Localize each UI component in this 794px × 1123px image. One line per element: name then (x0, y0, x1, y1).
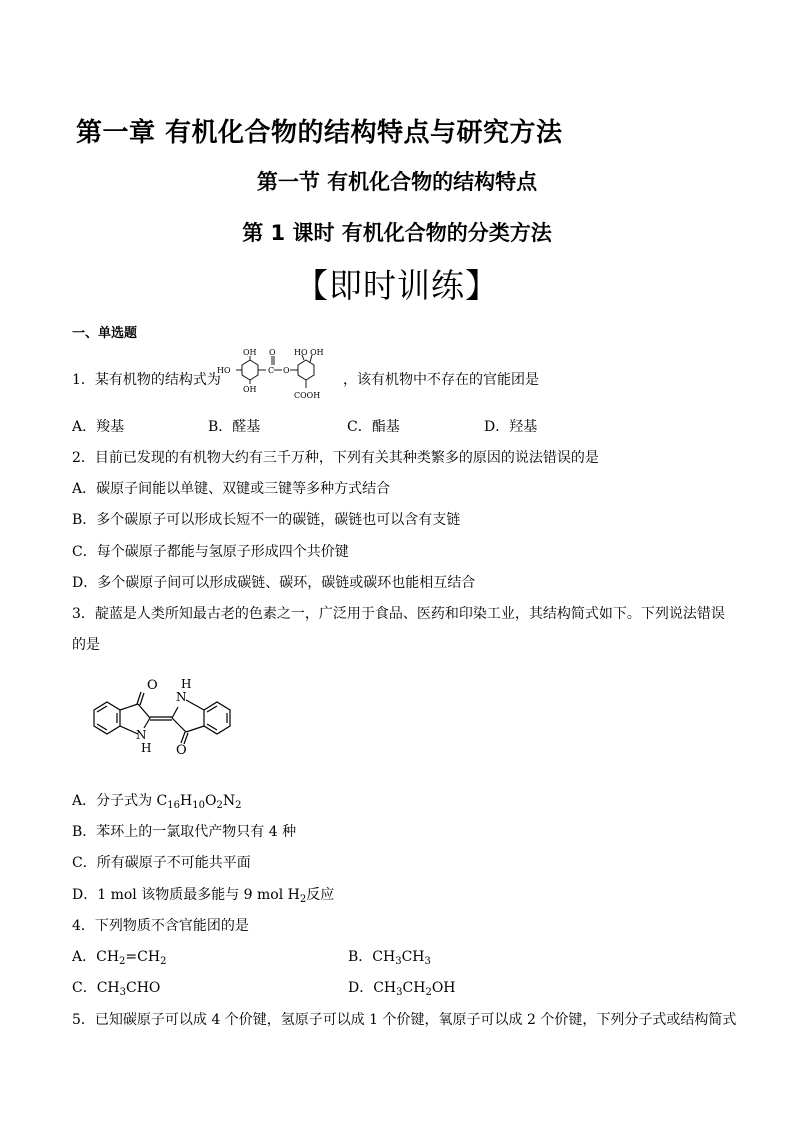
exercise-banner: 【即时训练】 (295, 266, 499, 305)
q3-option-b: B．苯环上的一氯取代产物只有 4 种 (72, 824, 297, 840)
q4-stem: 4．下列物质不含官能团的是 (72, 918, 249, 934)
q5-stem: 5．已知碳原子可以成 4 个价键，氢原子可以成 1 个价键，氧原子可以成 2 个价键，下列分子式或结构简式 (72, 1012, 737, 1028)
q2-option-a: A．碳原子间能以单键、双键或三键等多种方式结合 (72, 481, 391, 497)
q3-label-h-top: H (181, 677, 192, 691)
q1-option-a: A．羧基 (72, 419, 125, 435)
q1-label-o-ester: O (283, 366, 290, 375)
q2-option-d: D．多个碳原子间可以形成碳链、碳环，碳链或碳环也能相互结合 (72, 575, 476, 591)
q3-label-n-bottom: N (136, 728, 147, 742)
q3-option-d: D．1 mol 该物质最多能与 9 mol $H_2$反应 (72, 887, 335, 905)
q1-stem-after: ，该有机物中不存在的官能团是 (343, 372, 539, 388)
q2-option-b: B．多个碳原子可以形成长短不一的碳链，碳链也可以含有支链 (72, 512, 461, 528)
q3-stem-line1: 3．靛蓝是人类所知最古老的色素之一，广泛用于食品、医药和印染工业，其结构简式如下。下列说法错误 (72, 606, 725, 622)
q1-option-d: D．羟基 (484, 419, 538, 435)
q4-option-a: A．$CH_2=CH_2$ (72, 949, 167, 967)
q4-option-c: C．$CH_3CHO$ (72, 980, 161, 998)
section-title: 第一节 有机化合物的结构特点 (256, 170, 538, 194)
q1-label-o-carbonyl: O (269, 348, 276, 357)
q3-option-c: C．所有碳原子不可能共平面 (72, 855, 251, 871)
q1-option-c: C．酯基 (347, 419, 400, 435)
q1-stem-before: 1．某有机物的结构式为 (72, 372, 221, 388)
q3-label-n-top: N (176, 690, 187, 704)
q4-option-b: B．$CH_3CH_3$ (348, 949, 431, 967)
q1-label-ho-oh: HO OH (294, 348, 324, 357)
q1-label-oh-bottom: OH (243, 385, 257, 394)
q2-option-c: C．每个碳原子都能与氢原子形成四个共价键 (72, 544, 349, 560)
q3-label-o-top: O (147, 678, 158, 693)
q3-option-a: A．分子式为 $C_{16}H_{10}O_2N_2$ (72, 793, 242, 811)
q3-label-o-bottom: O (176, 743, 187, 758)
q1-structure-diagram (214, 346, 349, 404)
q1-label-ho-left: HO (217, 366, 231, 375)
section-type-heading: 一、单选题 (72, 326, 138, 341)
q3-label-h-bottom: H (141, 741, 152, 755)
q1-label-cooh: COOH (294, 391, 321, 400)
chapter-title: 第一章 有机化合物的结构特点与研究方法 (76, 118, 563, 148)
q1-options-row (72, 416, 772, 434)
q1-option-b: B．醛基 (208, 419, 261, 435)
q3-stem-line2: 的是 (72, 637, 100, 653)
q1-label-c: C (268, 366, 275, 375)
lesson-title: 第 1 课时 有机化合物的分类方法 (242, 221, 552, 245)
q3-indigo-structure (86, 676, 258, 758)
q2-stem: 2．目前已发现的有机物大约有三千万种，下列有关其种类繁多的原因的说法错误的是 (72, 450, 599, 466)
q4-option-d: D．$CH_3CH_2OH$ (348, 980, 456, 998)
q1-label-oh-top: OH (243, 348, 257, 357)
